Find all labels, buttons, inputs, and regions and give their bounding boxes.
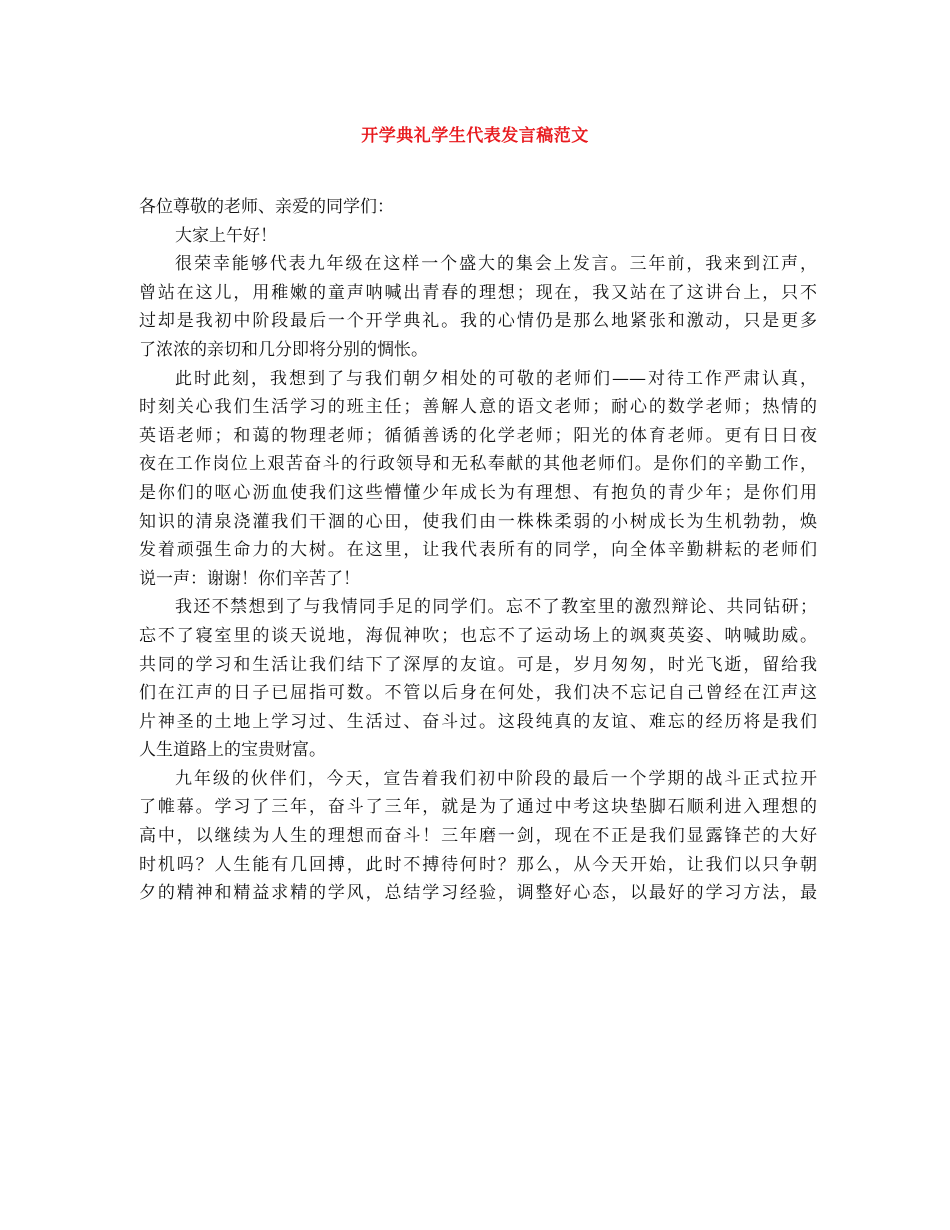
paragraph-line: 说一声：谢谢！你们辛苦了！ — [139, 568, 360, 589]
paragraph-line: 是你们的呕心沥血使我们这些懵懂少年成长为有理想、有抱负的青少年；是你们用 — [139, 482, 817, 503]
paragraph-line: 各位尊敬的老师、亲爱的同学们： — [139, 197, 394, 217]
paragraph-line: 时刻关心我们生活学习的班主任；善解人意的语文老师；耐心的数学老师；热情的 — [139, 397, 817, 418]
paragraph-line: 知识的清泉浇灌我们干涸的心田，使我们由一株株柔弱的小树成长为生机勃勃，焕 — [139, 511, 817, 532]
paragraph-line: 英语老师；和蔼的物理老师；循循善诱的化学老师；阳光的体育老师。更有日日夜 — [139, 425, 817, 446]
paragraph-line: 们在江声的日子已屈指可数。不管以后身在何处，我们决不忘记自己曾经在江声这 — [139, 683, 817, 704]
paragraph-line: 时机吗？人生能有几回搏，此时不搏待何时？那么，从今天开始，让我们以只争朝 — [139, 854, 817, 875]
paragraph-line: 高中，以继续为人生的理想而奋斗！三年磨一剑，现在不正是我们显露锋芒的大好 — [139, 826, 817, 847]
paragraph-first-line: 大家上午好！ — [175, 225, 277, 246]
paragraph-line: 忘不了寝室里的谈天说地，海侃神吹；也忘不了运动场上的飒爽英姿、呐喊助威。 — [139, 625, 817, 646]
paragraph-first-line: 九年级的伙伴们，今天，宣告着我们初中阶段的最后一个学期的战斗正式拉开 — [175, 768, 817, 789]
paragraph-first-line: 很荣幸能够代表九年级在这样一个盛大的集会上发言。三年前，我来到江声， — [175, 254, 817, 275]
document-body — [139, 193, 817, 908]
paragraph-line: 发着顽强生命力的大树。在这里，让我代表所有的同学，向全体辛勤耕耘的老师们 — [139, 540, 817, 561]
paragraph-line: 夜在工作岗位上艰苦奋斗的行政领导和无私奉献的其他老师们。是你们的辛勤工作， — [139, 454, 817, 475]
paragraph-first-line: 此时此刻，我想到了与我们朝夕相处的可敬的老师们——对待工作严肃认真， — [175, 368, 817, 389]
document-title: 开学典礼学生代表发言稿范文 — [361, 126, 589, 146]
paragraph-line: 人生道路上的宝贵财富。 — [139, 740, 326, 761]
paragraph-line: 了浓浓的亲切和几分即将分别的惆怅。 — [139, 339, 428, 360]
paragraph-line: 共同的学习和生活让我们结下了深厚的友谊。可是，岁月匆匆，时光飞逝，留给我 — [139, 654, 817, 675]
paragraph-line: 片神圣的土地上学习过、生活过、奋斗过。这段纯真的友谊、难忘的经历将是我们 — [139, 711, 817, 732]
paragraph-line: 夕的精神和精益求精的学风，总结学习经验，调整好心态，以最好的学习方法，最 — [139, 883, 817, 904]
paragraph-line: 曾站在这儿，用稚嫩的童声呐喊出青春的理想；现在，我又站在了这讲台上，只不 — [139, 282, 817, 303]
paragraph-line: 过却是我初中阶段最后一个开学典礼。我的心情仍是那么地紧张和激动，只是更多 — [139, 311, 817, 332]
paragraph-line: 了帷幕。学习了三年，奋斗了三年，就是为了通过中考这块垫脚石顺利进入理想的 — [139, 797, 817, 818]
paragraph-first-line: 我还不禁想到了与我情同手足的同学们。忘不了教室里的激烈辩论、共同钻研； — [175, 597, 817, 618]
